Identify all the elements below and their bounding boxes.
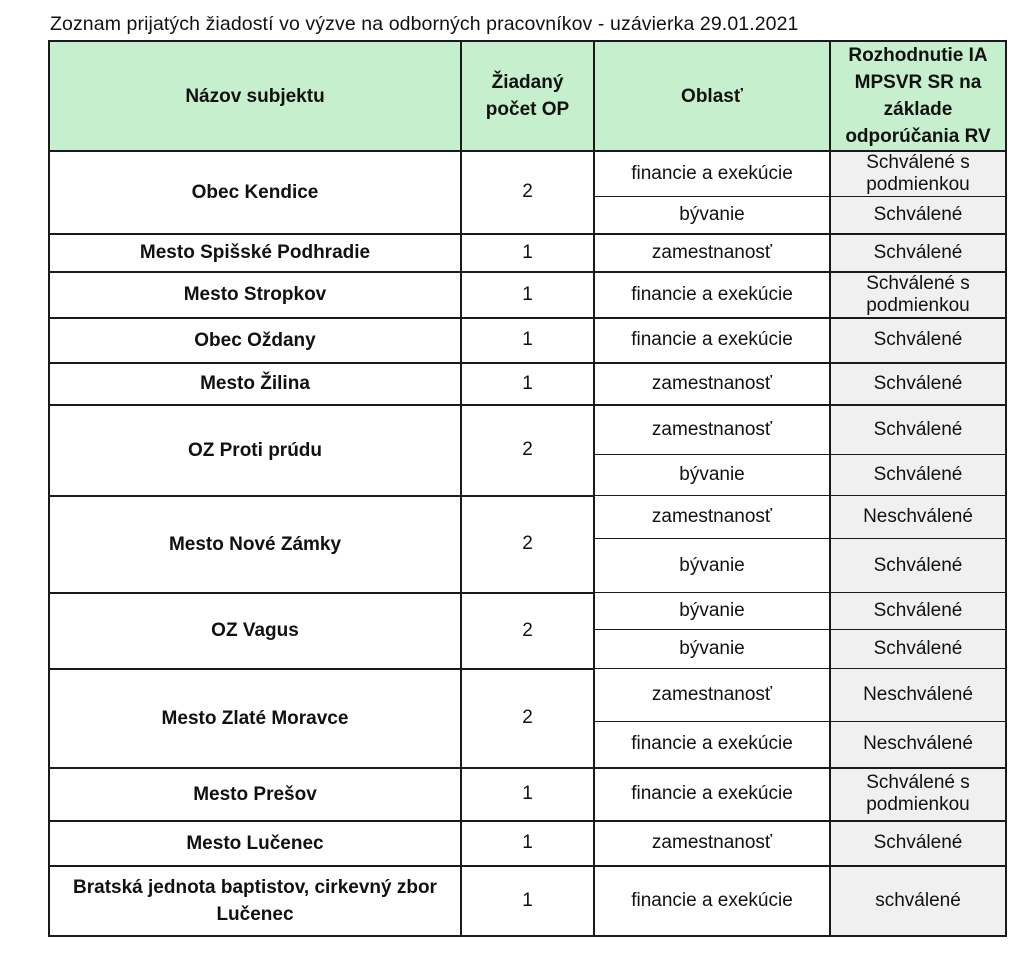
applications-table	[48, 40, 1007, 937]
subject-name-cell: OZ Proti prúdu	[49, 405, 461, 496]
area-cell: financie a exekúcie	[594, 866, 830, 936]
area-cell: bývanie	[594, 539, 830, 593]
decision-cell: Schválené	[830, 821, 1006, 866]
table-row	[49, 405, 1006, 455]
requested-count-cell: 1	[461, 272, 594, 318]
decision-cell: Schválené	[830, 455, 1006, 496]
subject-name-cell: Bratská jednota baptistov, cirkevný zbor Lučenec	[49, 866, 461, 936]
table-row	[49, 821, 1006, 866]
table-row	[49, 272, 1006, 318]
header-decision: Rozhodnutie IA MPSVR SR na základe odporúčania RV	[830, 41, 1006, 151]
decision-cell: Schválené	[830, 405, 1006, 455]
table-row	[49, 593, 1006, 630]
area-cell: zamestnanosť	[594, 669, 830, 722]
table-row	[49, 669, 1006, 722]
decision-cell: Schválené	[830, 318, 1006, 363]
requested-count-cell: 2	[461, 151, 594, 234]
area-cell: zamestnanosť	[594, 496, 830, 539]
area-cell: financie a exekúcie	[594, 318, 830, 363]
decision-cell: Neschválené	[830, 669, 1006, 722]
decision-cell: Neschválené	[830, 496, 1006, 539]
decision-cell: Schválené s podmienkou	[830, 272, 1006, 318]
subject-name-cell: Mesto Žilina	[49, 363, 461, 405]
subject-name-cell: Obec Kendice	[49, 151, 461, 234]
subject-name-cell: Mesto Spišské Podhradie	[49, 234, 461, 272]
subject-name-cell: Mesto Stropkov	[49, 272, 461, 318]
decision-cell: schválené	[830, 866, 1006, 936]
table-row	[49, 151, 1006, 197]
requested-count-cell: 1	[461, 234, 594, 272]
area-cell: bývanie	[594, 455, 830, 496]
area-cell: zamestnanosť	[594, 405, 830, 455]
area-cell: financie a exekúcie	[594, 272, 830, 318]
decision-cell: Schválené	[830, 363, 1006, 405]
requested-count-cell: 1	[461, 363, 594, 405]
area-cell: financie a exekúcie	[594, 151, 830, 197]
decision-cell: Schválené s podmienkou	[830, 151, 1006, 197]
requested-count-cell: 1	[461, 866, 594, 936]
header-subject-name: Názov subjektu	[49, 41, 461, 151]
subject-name-cell: Mesto Lučenec	[49, 821, 461, 866]
area-cell: zamestnanosť	[594, 363, 830, 405]
page-title: Zoznam prijatých žiadostí vo výzve na odborných pracovníkov - uzávierka 29.01.2021	[50, 13, 799, 35]
subject-name-cell: Mesto Nové Zámky	[49, 496, 461, 593]
area-cell: financie a exekúcie	[594, 768, 830, 821]
area-cell: bývanie	[594, 630, 830, 669]
requested-count-cell: 2	[461, 593, 594, 669]
decision-cell: Schválené	[830, 197, 1006, 234]
area-cell: financie a exekúcie	[594, 722, 830, 768]
area-cell: zamestnanosť	[594, 821, 830, 866]
subject-name-cell: OZ Vagus	[49, 593, 461, 669]
table-body	[49, 151, 1006, 936]
requested-count-cell: 2	[461, 405, 594, 496]
decision-cell: Neschválené	[830, 722, 1006, 768]
area-cell: zamestnanosť	[594, 234, 830, 272]
table-row	[49, 363, 1006, 405]
table-row	[49, 234, 1006, 272]
subject-name-cell: Obec Oždany	[49, 318, 461, 363]
table-row	[49, 866, 1006, 936]
header-area: Oblasť	[594, 41, 830, 151]
requested-count-cell: 1	[461, 768, 594, 821]
header-requested-count: Žiadaný počet OP	[461, 41, 594, 151]
requested-count-cell: 2	[461, 496, 594, 593]
area-cell: bývanie	[594, 197, 830, 234]
decision-cell: Schválené	[830, 539, 1006, 593]
table-row	[49, 496, 1006, 539]
subject-name-cell: Mesto Zlaté Moravce	[49, 669, 461, 768]
decision-cell: Schválené	[830, 630, 1006, 669]
decision-cell: Schválené	[830, 234, 1006, 272]
decision-cell: Schválené s podmienkou	[830, 768, 1006, 821]
requested-count-cell: 1	[461, 821, 594, 866]
table-row	[49, 318, 1006, 363]
decision-cell: Schválené	[830, 593, 1006, 630]
table-row	[49, 768, 1006, 821]
subject-name-cell: Mesto Prešov	[49, 768, 461, 821]
requested-count-cell: 1	[461, 318, 594, 363]
area-cell: bývanie	[594, 593, 830, 630]
requested-count-cell: 2	[461, 669, 594, 768]
header-row	[49, 41, 1006, 151]
